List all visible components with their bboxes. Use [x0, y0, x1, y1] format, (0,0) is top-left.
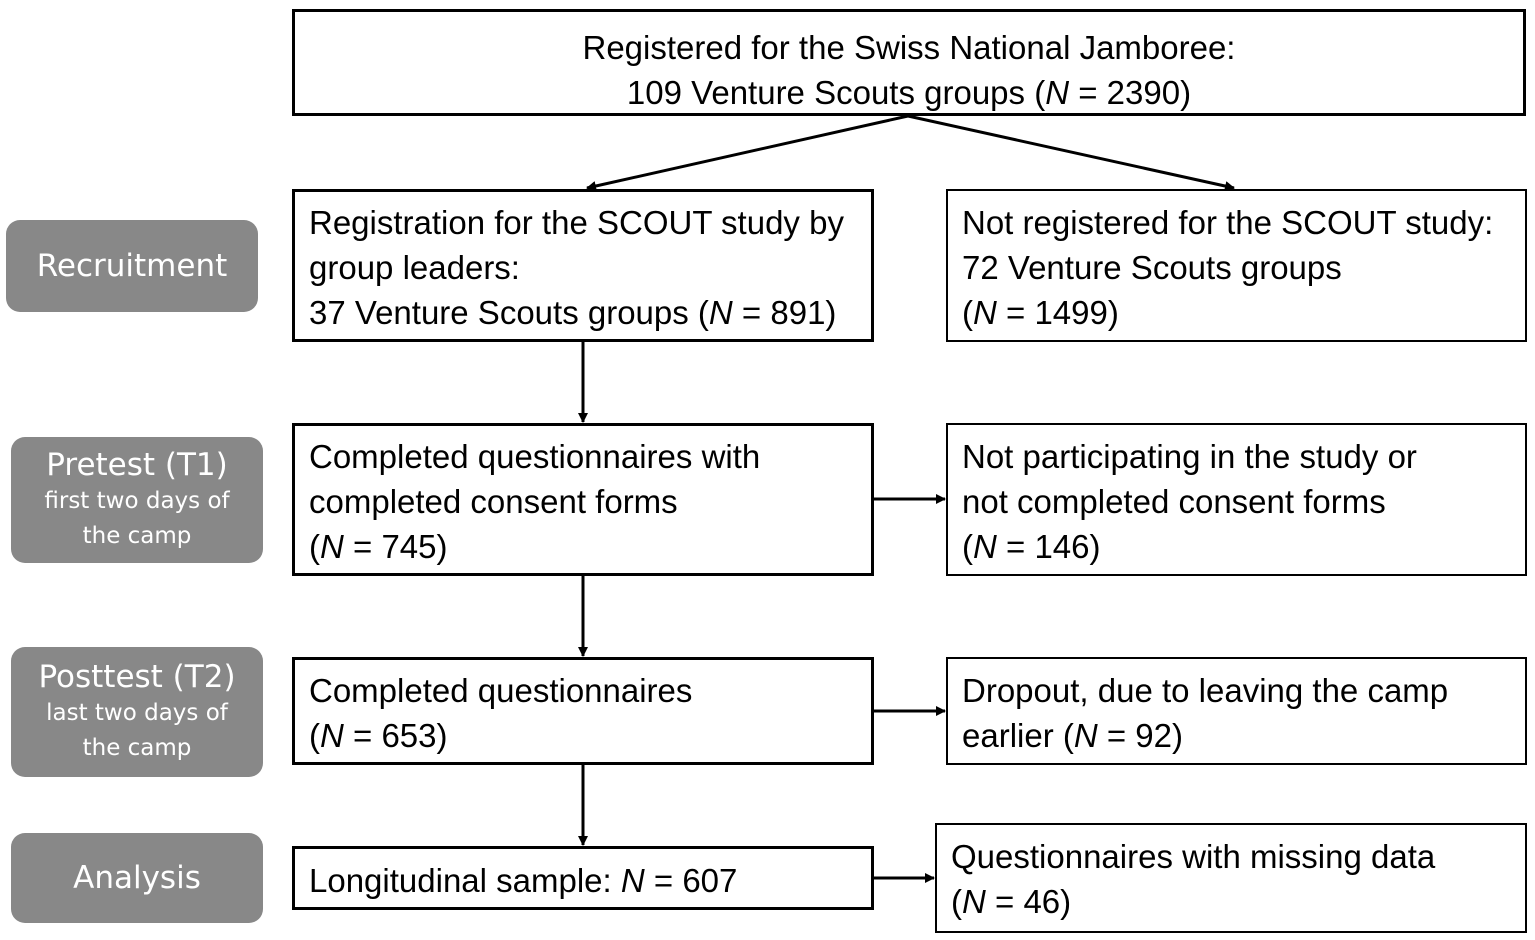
box-line: (N = 653) [309, 717, 448, 754]
stage-title: Analysis [73, 860, 201, 896]
box-line: Not registered for the SCOUT study: [962, 204, 1494, 241]
stage-subtitle: first two days of [44, 488, 230, 514]
stage-title: Recruitment [36, 248, 228, 284]
box-line: Dropout, due to leaving the camp [962, 672, 1449, 709]
stage-subtitle: the camp [82, 523, 192, 549]
box-line: 37 Venture Scouts groups (N = 891) [309, 294, 837, 331]
box-line: (N = 1499) [962, 294, 1119, 331]
arrow-top-to-study [587, 116, 908, 188]
box-line: Registration for the SCOUT study by [309, 204, 844, 241]
box-line: earlier (N = 92) [962, 717, 1184, 754]
box-line: not completed consent forms [962, 483, 1386, 520]
box-line: 72 Venture Scouts groups [962, 249, 1342, 286]
box-line: Not participating in the study or [962, 438, 1417, 475]
box-line: Completed questionnaires [309, 672, 693, 709]
stage-subtitle: last two days of [46, 700, 228, 726]
box-line: group leaders: [309, 249, 520, 286]
stage-title: Pretest (T1) [46, 447, 228, 483]
box-line: (N = 46) [951, 883, 1072, 920]
arrow-top-to-not-registered [908, 116, 1234, 188]
box-line: Questionnaires with missing data [951, 838, 1436, 875]
stage-subtitle: the camp [82, 735, 192, 761]
box-line: (N = 146) [962, 528, 1101, 565]
box-line: Registered for the Swiss National Jamboree: [582, 29, 1236, 66]
stage-title: Posttest (T2) [38, 659, 236, 695]
box-line: completed consent forms [309, 483, 678, 520]
box-line: Longitudinal sample: N = 607 [309, 862, 738, 899]
box-line: (N = 745) [309, 528, 448, 565]
box-line: Completed questionnaires with [309, 438, 761, 475]
box-line: 109 Venture Scouts groups (N = 2390) [626, 74, 1192, 111]
